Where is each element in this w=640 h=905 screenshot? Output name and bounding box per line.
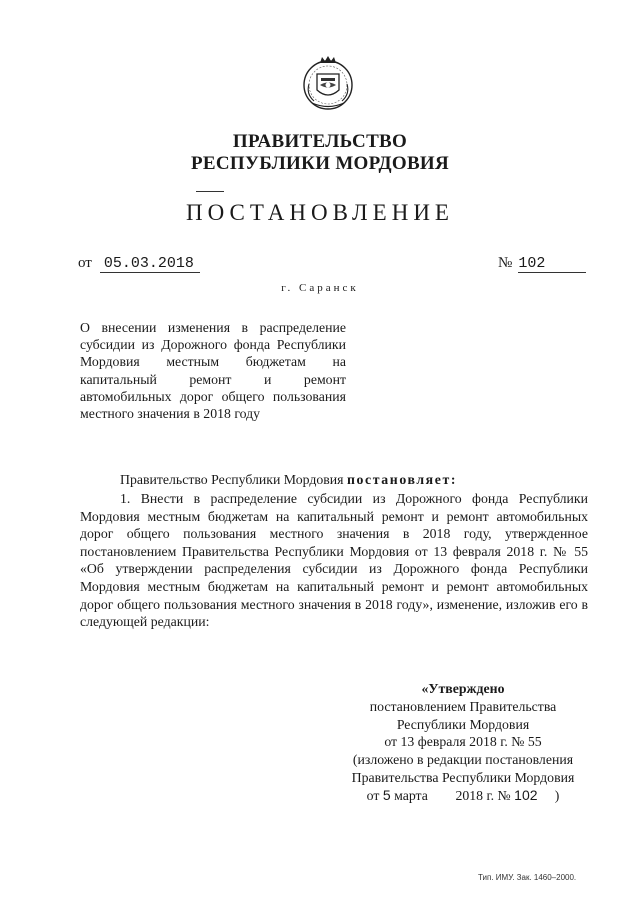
date-prefix: от xyxy=(78,255,92,271)
approval-heading: «Утверждено xyxy=(421,681,505,696)
authority-name-line1: ПРАВИТЕЛЬСТВО xyxy=(232,131,408,152)
divider xyxy=(196,191,224,192)
approval-month: марта xyxy=(394,787,428,803)
date-value: 05.03.2018 xyxy=(100,255,200,273)
approval-close: ) xyxy=(554,787,560,803)
approval-day: 5 xyxy=(382,786,391,803)
approval-stamp xyxy=(330,680,596,805)
document-date xyxy=(78,255,200,273)
main-text xyxy=(80,490,588,631)
document-type: ПОСТАНОВЛЕНИЕ xyxy=(186,200,454,225)
number-value: 102 xyxy=(518,255,586,273)
approval-line-5: Правительства Республики Мордовия xyxy=(351,769,575,785)
authority-name-line2: РЕСПУБЛИКИ МОРДОВИЯ xyxy=(190,153,450,174)
approval-line-1: постановлением Правительства xyxy=(369,698,557,714)
resolves-word: постановляет: xyxy=(346,472,458,487)
approval-line-3: от 13 февраля 2018 г. № 55 xyxy=(384,734,542,750)
approval-line-2: Республики Мордовия xyxy=(396,716,530,732)
intro-text: Правительство Республики Мордовия xyxy=(120,472,344,487)
approval-date-prefix: от xyxy=(366,787,380,803)
resolution-intro xyxy=(120,471,457,489)
approval-year: 2018 г. № xyxy=(455,787,511,803)
coat-of-arms-icon xyxy=(298,54,358,112)
approval-line-4: (изложено в редакции постановления xyxy=(352,752,574,768)
approval-number: 102 xyxy=(514,786,538,803)
city: г. Саранск xyxy=(281,282,359,294)
approval-date-row xyxy=(330,787,596,805)
print-note: Тип. ИМУ. Зак. 1460–2000. xyxy=(478,873,577,882)
paragraph-1: 1. Внести в распределение субсидии из Дорожного фонда Республики Мордовия местным бюджетам на капитальный ремонт и ремонт автомобильных дорог общего пользования местного значения в 2018 году, утвержденное постановлением Правительства Республики Мордовия от 13 февраля 2018 г. № 55 «Об утверждении распределения субсидии из Дорожного фонда Республики Мордовия местным бюджетам на капитальный ремонт и ремонт автомобильных дорог общего пользования местного значения в 2018 году», изменение, изложив его в следующей редакции: xyxy=(80,491,588,630)
number-prefix: № xyxy=(498,255,513,271)
document-number xyxy=(498,255,586,273)
document-subject: О внесении изменения в распределение субсидии из Дорожного фонда Республики Мордовия местным бюджетам на капитальный ремонт и ремонт автомобильных дорог общего пользования местного значения в 2018 году xyxy=(80,320,346,422)
